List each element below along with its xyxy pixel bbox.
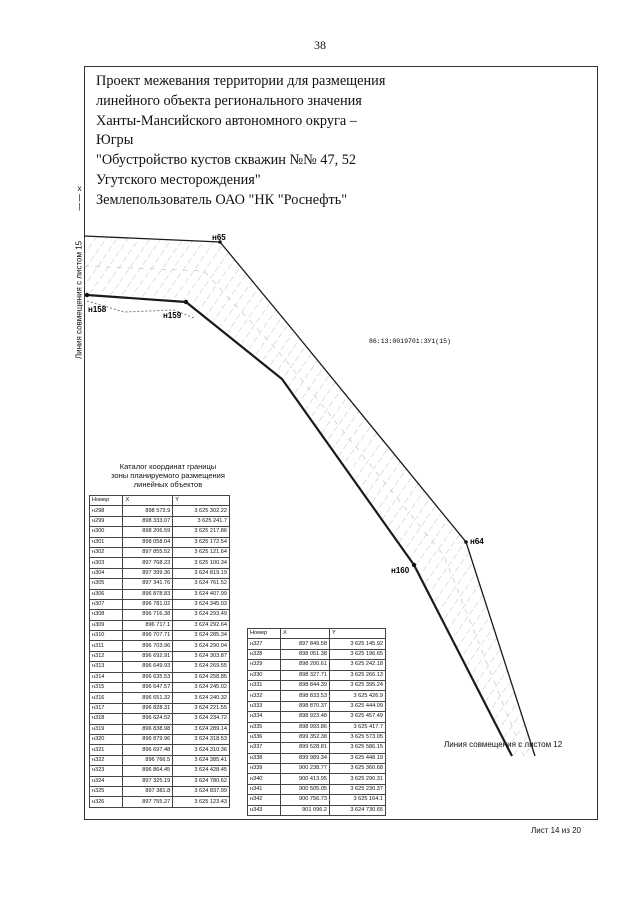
title-line: Землепользователь ОАО "НК "Роснефть" <box>96 191 348 208</box>
x-coordinate-cell: 896 703.96 <box>123 641 173 651</box>
x-coordinate-cell: 899 528.81 <box>281 743 330 753</box>
table-row <box>90 527 230 537</box>
point-number-cell: н303 <box>90 558 123 568</box>
point-number-cell: н332 <box>248 691 281 701</box>
table-row <box>90 631 230 641</box>
title-line: Ханты-Мансийского автономного округа – <box>96 112 357 129</box>
y-coordinate-cell: 3 624 761.52 <box>173 579 230 589</box>
table-row <box>248 691 386 701</box>
point-number-cell: н308 <box>90 610 123 620</box>
table-row <box>90 547 230 557</box>
point-number-cell: н333 <box>248 701 281 711</box>
x-coordinate-cell: 896 828.31 <box>123 703 173 713</box>
table-row <box>90 703 230 713</box>
point-number-cell: н298 <box>90 506 123 516</box>
table-row <box>90 589 230 599</box>
y-coordinate-cell: 3 625 444.09 <box>330 701 386 711</box>
match-line-tick: | <box>78 193 81 202</box>
x-coordinate-cell: 898 200.61 <box>281 660 330 670</box>
x-coordinate-cell: 896 717.1 <box>123 620 173 630</box>
x-coordinate-cell: 896 878.83 <box>123 589 173 599</box>
x-coordinate-cell: 900 238.77 <box>281 764 330 774</box>
point-number-cell: н305 <box>90 579 123 589</box>
x-coordinate-cell: 897 381.8 <box>123 786 173 796</box>
point-number-cell: н318 <box>90 714 123 724</box>
y-coordinate-cell: 3 625 172.54 <box>173 537 230 547</box>
x-coordinate-cell: 898 833.53 <box>281 691 330 701</box>
x-coordinate-cell: 898 923.48 <box>281 712 330 722</box>
point-number-cell: н312 <box>90 651 123 661</box>
point-number-cell: н313 <box>90 662 123 672</box>
point-number-cell: н299 <box>90 516 123 526</box>
page-number: 38 <box>314 38 326 52</box>
x-coordinate-cell: 897 849.58 <box>281 639 330 649</box>
x-coordinate-cell: 898 993.86 <box>281 722 330 732</box>
x-coordinate-cell: 898 573.9 <box>123 506 173 516</box>
x-coordinate-cell: 897 325.19 <box>123 776 173 786</box>
table-row <box>90 610 230 620</box>
y-coordinate-cell: 3 625 217.86 <box>173 527 230 537</box>
point-number-cell: н315 <box>90 683 123 693</box>
point-number-cell: н343 <box>248 805 281 815</box>
y-coordinate-cell: 3 624 290.04 <box>173 641 230 651</box>
x-coordinate-cell: 897 755.27 <box>123 797 173 807</box>
table-row <box>90 755 230 765</box>
y-coordinate-cell: 3 625 426.9 <box>330 691 386 701</box>
point-number-cell: н301 <box>90 537 123 547</box>
y-coordinate-cell: 3 625 145.92 <box>330 639 386 649</box>
point-number-cell: н307 <box>90 599 123 609</box>
y-coordinate-cell: 3 624 240.32 <box>173 693 230 703</box>
table-row <box>248 680 386 690</box>
point-number-cell: н314 <box>90 672 123 682</box>
y-coordinate-cell: 3 624 407.99 <box>173 589 230 599</box>
x-coordinate-cell: 897 768.23 <box>123 558 173 568</box>
y-coordinate-cell: 3 625 457.49 <box>330 712 386 722</box>
x-coordinate-cell: 897 855.52 <box>123 547 173 557</box>
y-coordinate-cell: 3 624 258.85 <box>173 672 230 682</box>
sheet-number: Лист 14 из 20 <box>531 826 581 835</box>
x-coordinate-cell: 898 327.71 <box>281 670 330 680</box>
point-n158-marker <box>85 293 89 297</box>
x-coordinate-cell: 898 333.07 <box>123 516 173 526</box>
point-number-cell: н325 <box>90 786 123 796</box>
table-row <box>248 649 386 659</box>
point-number-cell: н302 <box>90 547 123 557</box>
table-row <box>90 568 230 578</box>
y-coordinate-cell: 3 625 100.34 <box>173 558 230 568</box>
y-coordinate-cell: 3 624 292.64 <box>173 620 230 630</box>
table-row <box>248 722 386 732</box>
point-number-cell: н336 <box>248 732 281 742</box>
table-row <box>90 734 230 744</box>
parcel-label: 86:13:0019701:3У1(15) <box>369 338 451 345</box>
x-coordinate-cell: 898 206.59 <box>123 527 173 537</box>
x-coordinate-cell: 899 989.34 <box>281 753 330 763</box>
column-header-number: Номер <box>90 496 123 506</box>
y-coordinate-cell: 3 625 290.31 <box>330 774 386 784</box>
y-coordinate-cell: 3 624 234.72 <box>173 714 230 724</box>
table-row <box>248 639 386 649</box>
table-row <box>90 786 230 796</box>
x-coordinate-cell: 896 766.5 <box>123 755 173 765</box>
point-number-cell: н320 <box>90 734 123 744</box>
x-coordinate-cell: 896 692.91 <box>123 651 173 661</box>
x-coordinate-cell: 897 341.76 <box>123 579 173 589</box>
table-row <box>90 797 230 807</box>
x-coordinate-cell: 900 505.05 <box>281 784 330 794</box>
point-number-cell: н317 <box>90 703 123 713</box>
x-coordinate-cell: 896 716.38 <box>123 610 173 620</box>
point-number-cell: н326 <box>90 797 123 807</box>
x-coordinate-cell: 896 647.57 <box>123 683 173 693</box>
point-number-cell: н337 <box>248 743 281 753</box>
x-coordinate-cell: 896 879.96 <box>123 734 173 744</box>
x-coordinate-cell: 896 838.98 <box>123 724 173 734</box>
x-coordinate-cell: 896 635.53 <box>123 672 173 682</box>
table-row <box>90 662 230 672</box>
y-coordinate-cell: 3 625 241.7 <box>173 516 230 526</box>
point-number-cell: н321 <box>90 745 123 755</box>
table-row <box>248 753 386 763</box>
table-row <box>248 670 386 680</box>
table-row <box>90 724 230 734</box>
match-line-marker-letter: x <box>77 184 82 193</box>
point-n160-marker <box>412 563 416 567</box>
y-coordinate-cell: 3 625 448.19 <box>330 753 386 763</box>
column-header-y: Y <box>173 496 230 506</box>
point-number-cell: н335 <box>248 722 281 732</box>
y-coordinate-cell: 3 625 302.22 <box>173 506 230 516</box>
point-number-cell: н328 <box>248 649 281 659</box>
catalog-caption <box>98 462 238 489</box>
x-coordinate-cell: 896 697.48 <box>123 745 173 755</box>
point-number-cell: н331 <box>248 680 281 690</box>
match-line-right-label: Линия совмещения с листом 12 <box>444 740 563 749</box>
x-coordinate-cell: 898 844.39 <box>281 680 330 690</box>
point-number-cell: н319 <box>90 724 123 734</box>
y-coordinate-cell: 3 624 221.55 <box>173 703 230 713</box>
coordinates-table-2 <box>247 628 386 816</box>
x-coordinate-cell: 898 058.04 <box>123 537 173 547</box>
match-line-left-label: Линия совмещения с листом 15 <box>74 240 84 360</box>
x-coordinate-cell: 896 649.93 <box>123 662 173 672</box>
y-coordinate-cell: 3 624 245.02 <box>173 683 230 693</box>
x-coordinate-cell: 898 051.38 <box>281 649 330 659</box>
catalog-caption-line: линейных объектов <box>133 480 203 489</box>
table-row <box>90 766 230 776</box>
title-line: Угутского месторождения" <box>96 171 261 188</box>
table-row <box>90 745 230 755</box>
point-number-cell: н306 <box>90 589 123 599</box>
y-coordinate-cell: 3 625 266.13 <box>330 670 386 680</box>
x-coordinate-cell: 899 352.38 <box>281 732 330 742</box>
point-number-cell: н341 <box>248 784 281 794</box>
y-coordinate-cell: 3 624 269.55 <box>173 662 230 672</box>
table-row <box>90 620 230 630</box>
x-coordinate-cell: 896 707.71 <box>123 631 173 641</box>
column-header-number: Номер <box>248 629 281 639</box>
y-coordinate-cell: 3 625 121.64 <box>173 547 230 557</box>
y-coordinate-cell: 3 624 289.14 <box>173 724 230 734</box>
x-coordinate-cell: 896 781.02 <box>123 599 173 609</box>
y-coordinate-cell: 3 625 586.15 <box>330 743 386 753</box>
point-label-n159: н159 <box>163 311 182 320</box>
table-row <box>248 774 386 784</box>
table-row <box>248 795 386 805</box>
table-row <box>248 764 386 774</box>
x-coordinate-cell: 898 870.37 <box>281 701 330 711</box>
table-row <box>248 732 386 742</box>
table-row <box>90 516 230 526</box>
table-row <box>90 537 230 547</box>
table-row <box>248 660 386 670</box>
title-line: линейного объекта регионального значения <box>96 92 362 109</box>
title-line: Проект межевания территории для размещения <box>96 73 386 89</box>
catalog-caption-line: Каталог координат границы <box>119 462 217 471</box>
y-coordinate-cell: 3 625 123.43 <box>173 797 230 807</box>
point-number-cell: н323 <box>90 766 123 776</box>
x-coordinate-cell: 900 413.95 <box>281 774 330 784</box>
x-coordinate-cell: 897 399.36 <box>123 568 173 578</box>
point-number-cell: н339 <box>248 764 281 774</box>
y-coordinate-cell: 3 625 417.7 <box>330 722 386 732</box>
y-coordinate-cell: 3 624 345.03 <box>173 599 230 609</box>
point-n64-marker <box>464 540 468 544</box>
table-row <box>90 651 230 661</box>
table-row <box>90 693 230 703</box>
match-line-marker <box>76 184 83 211</box>
x-coordinate-cell: 896 651.32 <box>123 693 173 703</box>
point-number-cell: н304 <box>90 568 123 578</box>
x-coordinate-cell: 901 096.2 <box>281 805 330 815</box>
table-row <box>248 743 386 753</box>
point-number-cell: н327 <box>248 639 281 649</box>
y-coordinate-cell: 3 625 573.05 <box>330 732 386 742</box>
table-row <box>90 641 230 651</box>
point-number-cell: н330 <box>248 670 281 680</box>
point-label-n158: н158 <box>88 305 107 314</box>
point-number-cell: н322 <box>90 755 123 765</box>
y-coordinate-cell: 3 624 318.53 <box>173 734 230 744</box>
point-number-cell: н310 <box>90 631 123 641</box>
catalog-caption-line: зоны планируемого размещения <box>111 471 225 480</box>
table-row <box>248 784 386 794</box>
y-coordinate-cell: 3 624 285.34 <box>173 631 230 641</box>
point-number-cell: н334 <box>248 712 281 722</box>
point-number-cell: н309 <box>90 620 123 630</box>
table-row <box>90 599 230 609</box>
table-row <box>90 506 230 516</box>
y-coordinate-cell: 3 624 310.36 <box>173 745 230 755</box>
coordinates-table-1 <box>89 495 230 808</box>
point-label-n65: н65 <box>212 233 226 242</box>
point-number-cell: н338 <box>248 753 281 763</box>
title-line: Югры <box>96 132 134 149</box>
y-coordinate-cell: 3 624 385.41 <box>173 755 230 765</box>
table-row <box>90 776 230 786</box>
column-header-x: X <box>281 629 330 639</box>
table-row <box>248 712 386 722</box>
y-coordinate-cell: 3 624 303.87 <box>173 651 230 661</box>
point-number-cell: н311 <box>90 641 123 651</box>
point-number-cell: н342 <box>248 795 281 805</box>
y-coordinate-cell: 3 625 360.68 <box>330 764 386 774</box>
y-coordinate-cell: 3 625 395.24 <box>330 680 386 690</box>
table-row <box>90 558 230 568</box>
point-number-cell: н324 <box>90 776 123 786</box>
y-coordinate-cell: 3 624 730.65 <box>330 805 386 815</box>
column-header-y: Y <box>330 629 386 639</box>
y-coordinate-cell: 3 624 819.19 <box>173 568 230 578</box>
match-line-tick: | <box>78 202 81 211</box>
x-coordinate-cell: 896 624.52 <box>123 714 173 724</box>
point-label-n64: н64 <box>470 537 484 546</box>
table-row <box>90 672 230 682</box>
point-number-cell: н316 <box>90 693 123 703</box>
table-row <box>248 701 386 711</box>
point-number-cell: н300 <box>90 527 123 537</box>
point-number-cell: н329 <box>248 660 281 670</box>
table-row <box>90 579 230 589</box>
table-row <box>90 714 230 724</box>
point-number-cell: н340 <box>248 774 281 784</box>
y-coordinate-cell: 3 624 428.45 <box>173 766 230 776</box>
x-coordinate-cell: 896 864.45 <box>123 766 173 776</box>
column-header-x: X <box>123 496 173 506</box>
y-coordinate-cell: 3 625 242.18 <box>330 660 386 670</box>
y-coordinate-cell: 3 624 837.99 <box>173 786 230 796</box>
table-row <box>90 683 230 693</box>
y-coordinate-cell: 3 624 780.62 <box>173 776 230 786</box>
x-coordinate-cell: 900 756.73 <box>281 795 330 805</box>
y-coordinate-cell: 3 624 293.49 <box>173 610 230 620</box>
y-coordinate-cell: 3 625 164.1 <box>330 795 386 805</box>
title-line: "Обустройство кустов скважин №№ 47, 52 <box>96 152 357 169</box>
y-coordinate-cell: 3 625 230.37 <box>330 784 386 794</box>
point-n159-marker <box>184 300 188 304</box>
y-coordinate-cell: 3 625 196.65 <box>330 649 386 659</box>
table-row <box>248 805 386 815</box>
point-label-n160: н160 <box>391 566 410 575</box>
